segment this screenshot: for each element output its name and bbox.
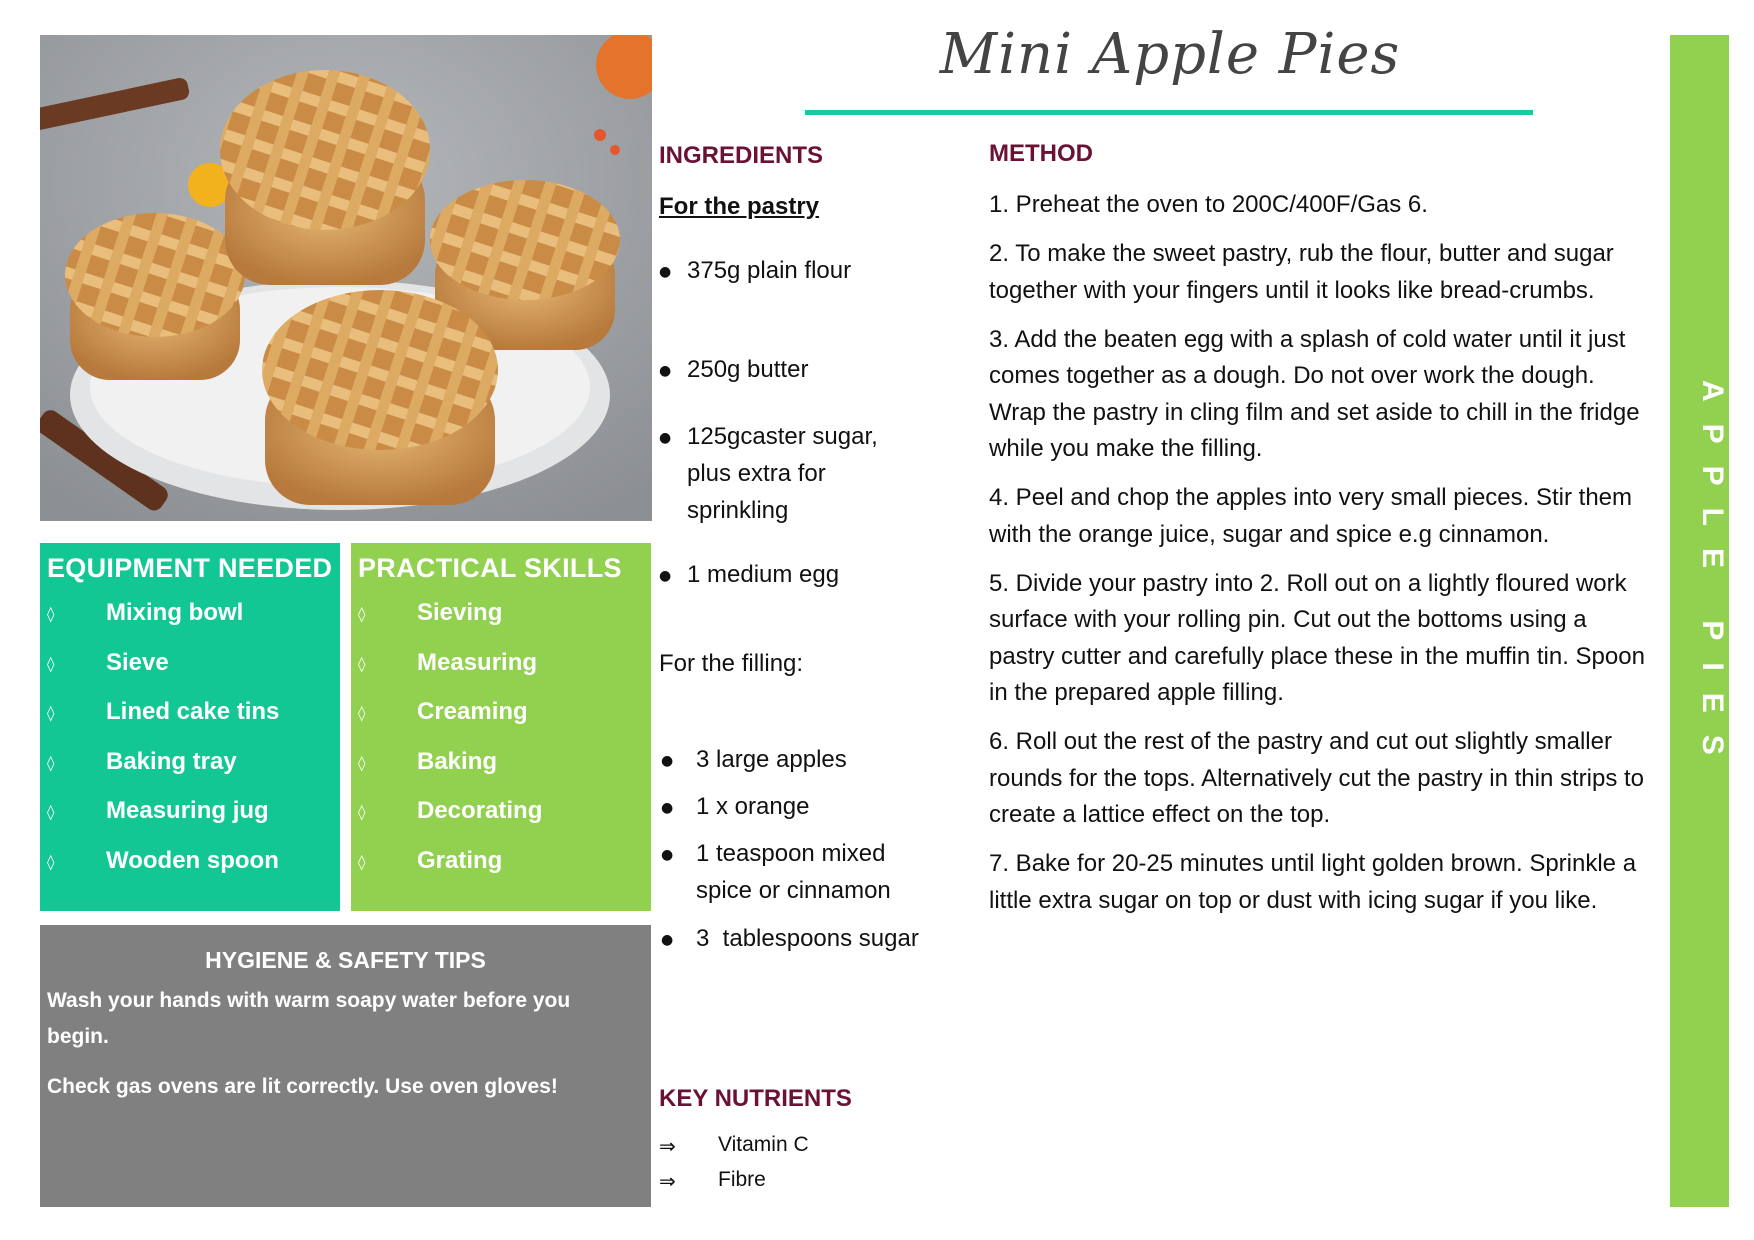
method-steps xyxy=(989,187,1654,932)
method-step: 5. Divide your pastry into 2. Roll out on a lightly floured work surface with your rolling pin. Cut out the bottoms using a pastry cutter and carefully place these in the muffin tin. Spoon in the prepared apple filling. xyxy=(989,569,1645,706)
ingredient-item: 3 tablespoons sugar xyxy=(696,925,919,952)
diamond-icon: ◊ xyxy=(47,654,55,673)
diamond-icon: ◊ xyxy=(47,803,55,821)
ingredient-item: 3 large apples xyxy=(696,746,847,773)
ingredient-item: 1 teaspoon mixed spice or cinnamon xyxy=(696,840,891,904)
bullet-icon: ● xyxy=(661,800,674,816)
method-step: 3. Add the beaten egg with a splash of cold water until it just comes together as a dough. Do not over work the dough. Wrap the pastry in cling film and set aside to chill in the fridge while you make the filling. xyxy=(989,325,1640,462)
list-item: ◊ Decorating xyxy=(358,797,543,824)
bullet-icon: ● xyxy=(659,430,672,446)
list-item: ◊ Creaming xyxy=(358,698,528,725)
nutrient-item: Vitamin C xyxy=(718,1133,809,1156)
bullet-icon: ● xyxy=(661,847,674,863)
diamond-icon: ◊ xyxy=(358,654,366,673)
pastry-heading: For the pastry xyxy=(659,193,820,220)
method-step: 4. Peel and chop the apples into very small pieces. Stir them with the orange juice, sugar and spice e.g cinnamon. xyxy=(989,484,1633,548)
title-divider xyxy=(805,110,1533,115)
list-item: ◊ Baking xyxy=(358,747,498,775)
method-heading: METHOD xyxy=(989,140,1093,167)
ingredient-item: 250g butter xyxy=(687,356,809,383)
ingredient-item: 375g plain flour xyxy=(687,257,852,284)
arrow-right-icon: ⇒ xyxy=(659,1169,676,1193)
diamond-icon: ◊ xyxy=(47,704,55,722)
method-step: 1. Preheat the oven to 200C/400F/Gas 6. xyxy=(989,191,1428,218)
arrow-right-icon: ⇒ xyxy=(659,1134,676,1158)
side-band xyxy=(1670,35,1729,1207)
bullet-icon: ● xyxy=(659,363,672,379)
diamond-icon: ◊ xyxy=(47,605,55,623)
hygiene-panel xyxy=(40,925,651,1207)
nutrients-heading: KEY NUTRIENTS xyxy=(659,1085,852,1112)
equipment-panel xyxy=(40,543,340,911)
bullet-icon: ● xyxy=(661,753,674,769)
ingredients-heading: INGREDIENTS xyxy=(659,142,824,169)
method-step: 2. To make the sweet pastry, rub the flour, butter and sugar together with your fingers until it looks like bread-crumbs. xyxy=(989,240,1614,304)
method-step: 6. Roll out the rest of the pastry and cut out slightly smaller rounds for the tops. Alternatively cut the pastry in thin strips to create a lattice effect on the top. xyxy=(989,728,1644,828)
skills-list xyxy=(351,599,651,900)
nutrient-item: Fibre xyxy=(718,1168,766,1191)
bullet-icon: ● xyxy=(661,932,674,948)
diamond-icon: ◊ xyxy=(358,605,366,623)
diamond-icon: ◊ xyxy=(358,753,366,772)
ingredient-item: 1 x orange xyxy=(696,793,810,820)
list-item: ◊ Grating xyxy=(358,846,503,874)
filling-heading: For the filling: xyxy=(659,650,804,677)
list-item: ◊ Lined cake tins xyxy=(47,698,280,725)
hygiene-tip: Check gas ovens are lit correctly. Use oven gloves! xyxy=(47,1075,558,1098)
equipment-list xyxy=(40,599,340,900)
diamond-icon: ◊ xyxy=(358,803,366,821)
ingredient-item: 1 medium egg xyxy=(687,561,840,588)
diamond-icon: ◊ xyxy=(358,704,366,722)
diamond-icon: ◊ xyxy=(358,852,366,871)
ingredient-item: 125gcaster sugar, plus extra for sprinkling xyxy=(687,423,878,524)
diamond-icon: ◊ xyxy=(47,753,55,772)
page-title: Mini Apple Pies xyxy=(939,22,1401,87)
list-item: ◊ Sieve xyxy=(47,648,169,676)
diamond-icon: ◊ xyxy=(47,852,55,871)
side-band-label: APPLE PIES xyxy=(1696,380,1729,777)
skills-heading: PRACTICAL SKILLS xyxy=(358,553,622,583)
list-item: ◊ Mixing bowl xyxy=(47,599,244,626)
equipment-heading: EQUIPMENT NEEDED xyxy=(47,553,333,583)
list-item: ◊ Baking tray xyxy=(47,747,237,775)
mini-apple-pies-photo xyxy=(40,35,652,521)
hygiene-tip: Wash your hands with warm soapy water before you begin. xyxy=(47,989,571,1048)
bullet-icon: ● xyxy=(659,568,672,584)
list-item: ◊ Sieving xyxy=(358,599,503,626)
bullet-icon: ● xyxy=(659,264,672,280)
skills-panel xyxy=(351,543,651,911)
list-item: ◊ Measuring jug xyxy=(47,797,269,824)
list-item: ◊ Wooden spoon xyxy=(47,846,279,874)
list-item: ◊ Measuring xyxy=(358,648,538,676)
hygiene-heading: HYGIENE & SAFETY TIPS xyxy=(205,947,486,973)
method-step: 7. Bake for 20-25 minutes until light golden brown. Sprinkle a little extra sugar on top or dust with icing sugar if you like. xyxy=(989,850,1637,914)
